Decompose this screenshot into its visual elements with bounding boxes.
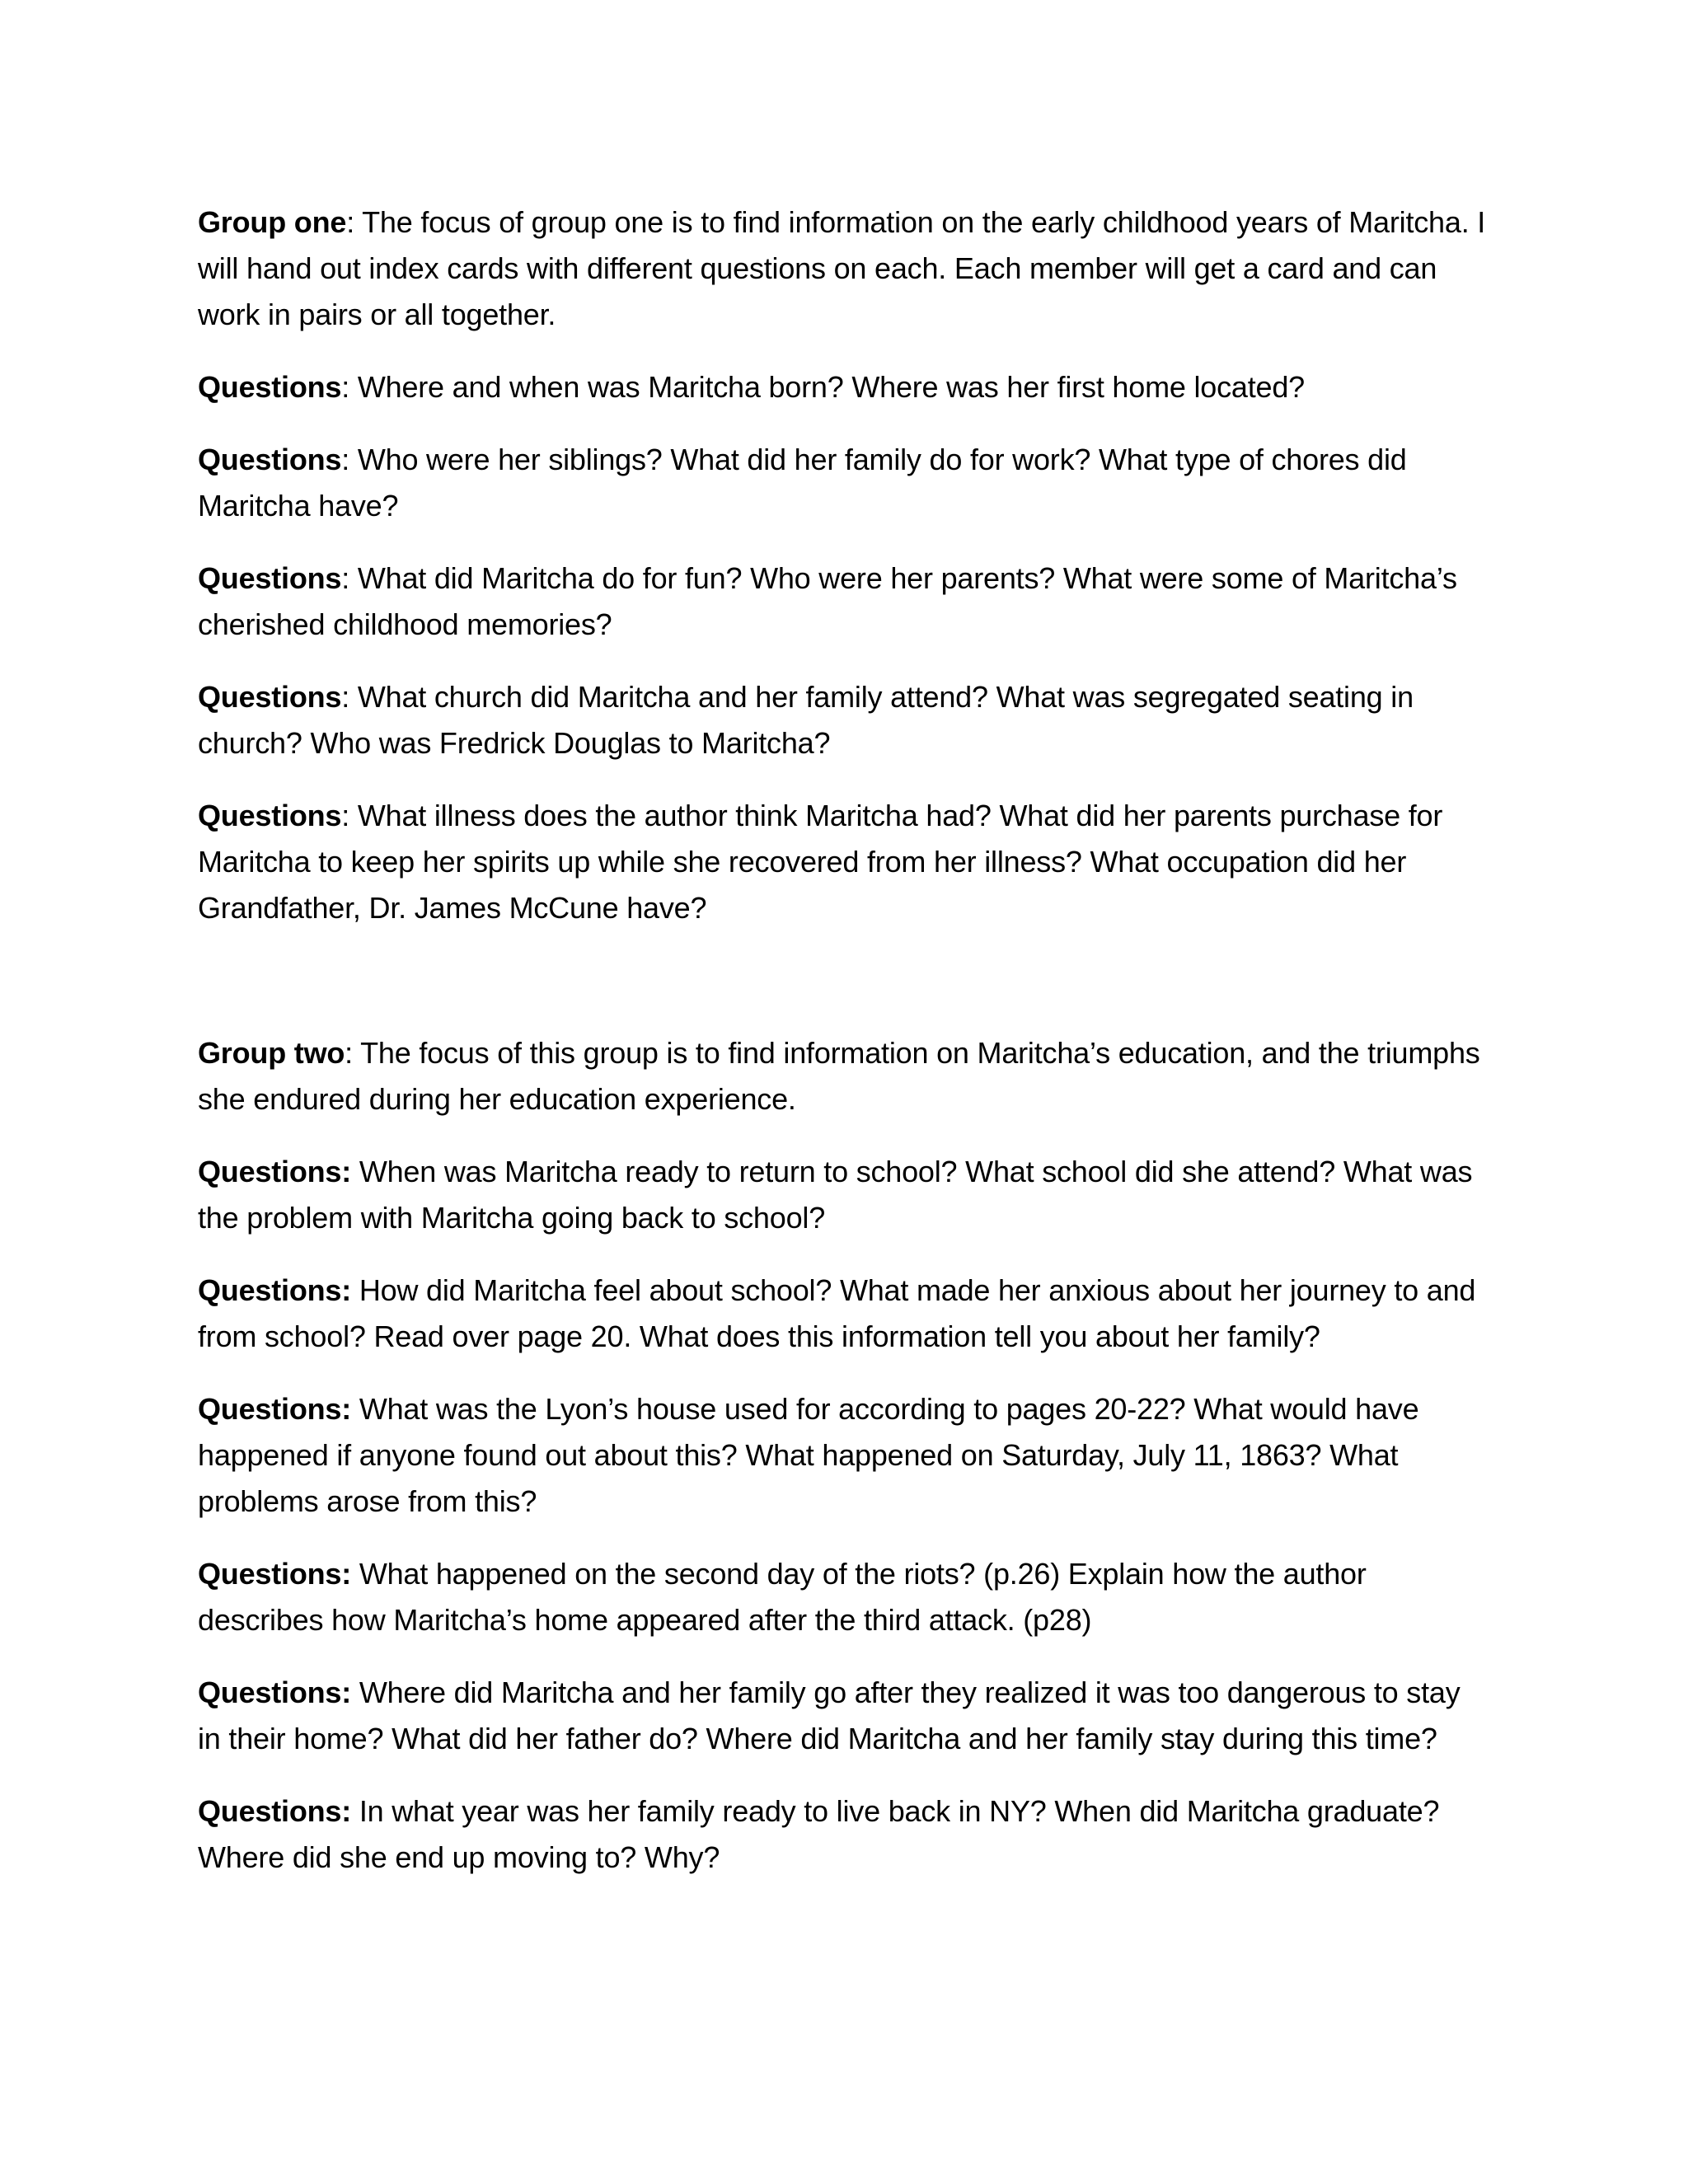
question-label: Questions: [198, 1557, 352, 1591]
group-two-heading: Group two [198, 1036, 345, 1070]
question-label: Questions [198, 561, 342, 595]
question-label: Questions: [198, 1155, 352, 1188]
question-text: : What illness does the author think Maritcha had? What did her parents purchase for Maritcha to keep her spirits up while she recovered from her illness? What occupation did her Grandfather, Dr. James McCune have? [198, 799, 1443, 925]
question-text: What happened on the second day of the riots? (p.26) Explain how the author describes how Maritcha’s home appeared after the third attack. (p28) [198, 1557, 1367, 1637]
group-one-question-3 [198, 555, 1490, 648]
question-label: Questions: [198, 1392, 352, 1426]
question-text: : What did Maritcha do for fun? Who were her parents? What were some of Maritcha’s cherished childhood memories? [198, 561, 1457, 641]
group-two-question-6 [198, 1788, 1490, 1881]
group-one-question-5 [198, 793, 1490, 931]
group-two-question-4 [198, 1551, 1490, 1643]
question-text: What was the Lyon’s house used for according to pages 20-22? What would have happened if anyone found out about this? What happened on Saturday, July 11, 1863? What problems arose from this? [198, 1392, 1419, 1518]
question-label: Questions [198, 680, 342, 714]
group-one-question-2 [198, 437, 1490, 529]
group-one-intro-text: : The focus of group one is to find information on the early childhood years of Maritcha. I will hand out index cards with different questions on each. Each member will get a card and can work in pairs or all together. [198, 205, 1486, 331]
question-label: Questions: [198, 1273, 352, 1307]
group-two-intro-text: : The focus of this group is to find information on Maritcha’s education, and the triumphs she endured during her education experience. [198, 1036, 1480, 1116]
question-label: Questions [198, 799, 342, 832]
group-one-question-4 [198, 674, 1490, 766]
question-text: : What church did Maritcha and her family attend? What was segregated seating in church? Who was Fredrick Douglas to Maritcha? [198, 680, 1414, 760]
question-label: Questions: [198, 1794, 352, 1828]
question-text: When was Maritcha ready to return to school? What school did she attend? What was the problem with Maritcha going back to school? [198, 1155, 1473, 1235]
question-label: Questions [198, 370, 342, 404]
question-text: In what year was her family ready to live back in NY? When did Maritcha graduate? Where did she end up moving to? Why? [198, 1794, 1440, 1874]
question-label: Questions [198, 443, 342, 476]
section-spacer [198, 958, 1490, 1030]
question-text: : Who were her siblings? What did her family do for work? What type of chores did Maritcha have? [198, 443, 1407, 523]
question-text: : Where and when was Maritcha born? Where was her first home located? [341, 370, 1305, 404]
group-two-question-1 [198, 1149, 1490, 1241]
group-two-question-3 [198, 1386, 1490, 1525]
group-two-question-2 [198, 1268, 1490, 1360]
question-text: Where did Maritcha and her family go after they realized it was too dangerous to stay in their home? What did her father do? Where did Maritcha and her family stay during this time? [198, 1675, 1461, 1755]
group-two-question-5 [198, 1670, 1490, 1762]
question-text: How did Maritcha feel about school? What made her anxious about her journey to and from school? Read over page 20. What does this information tell you about her family? [198, 1273, 1476, 1353]
group-one-intro [198, 199, 1490, 338]
group-one-heading: Group one [198, 205, 347, 239]
group-two-intro [198, 1030, 1490, 1122]
group-one-question-1 [198, 364, 1490, 410]
question-label: Questions: [198, 1675, 352, 1709]
